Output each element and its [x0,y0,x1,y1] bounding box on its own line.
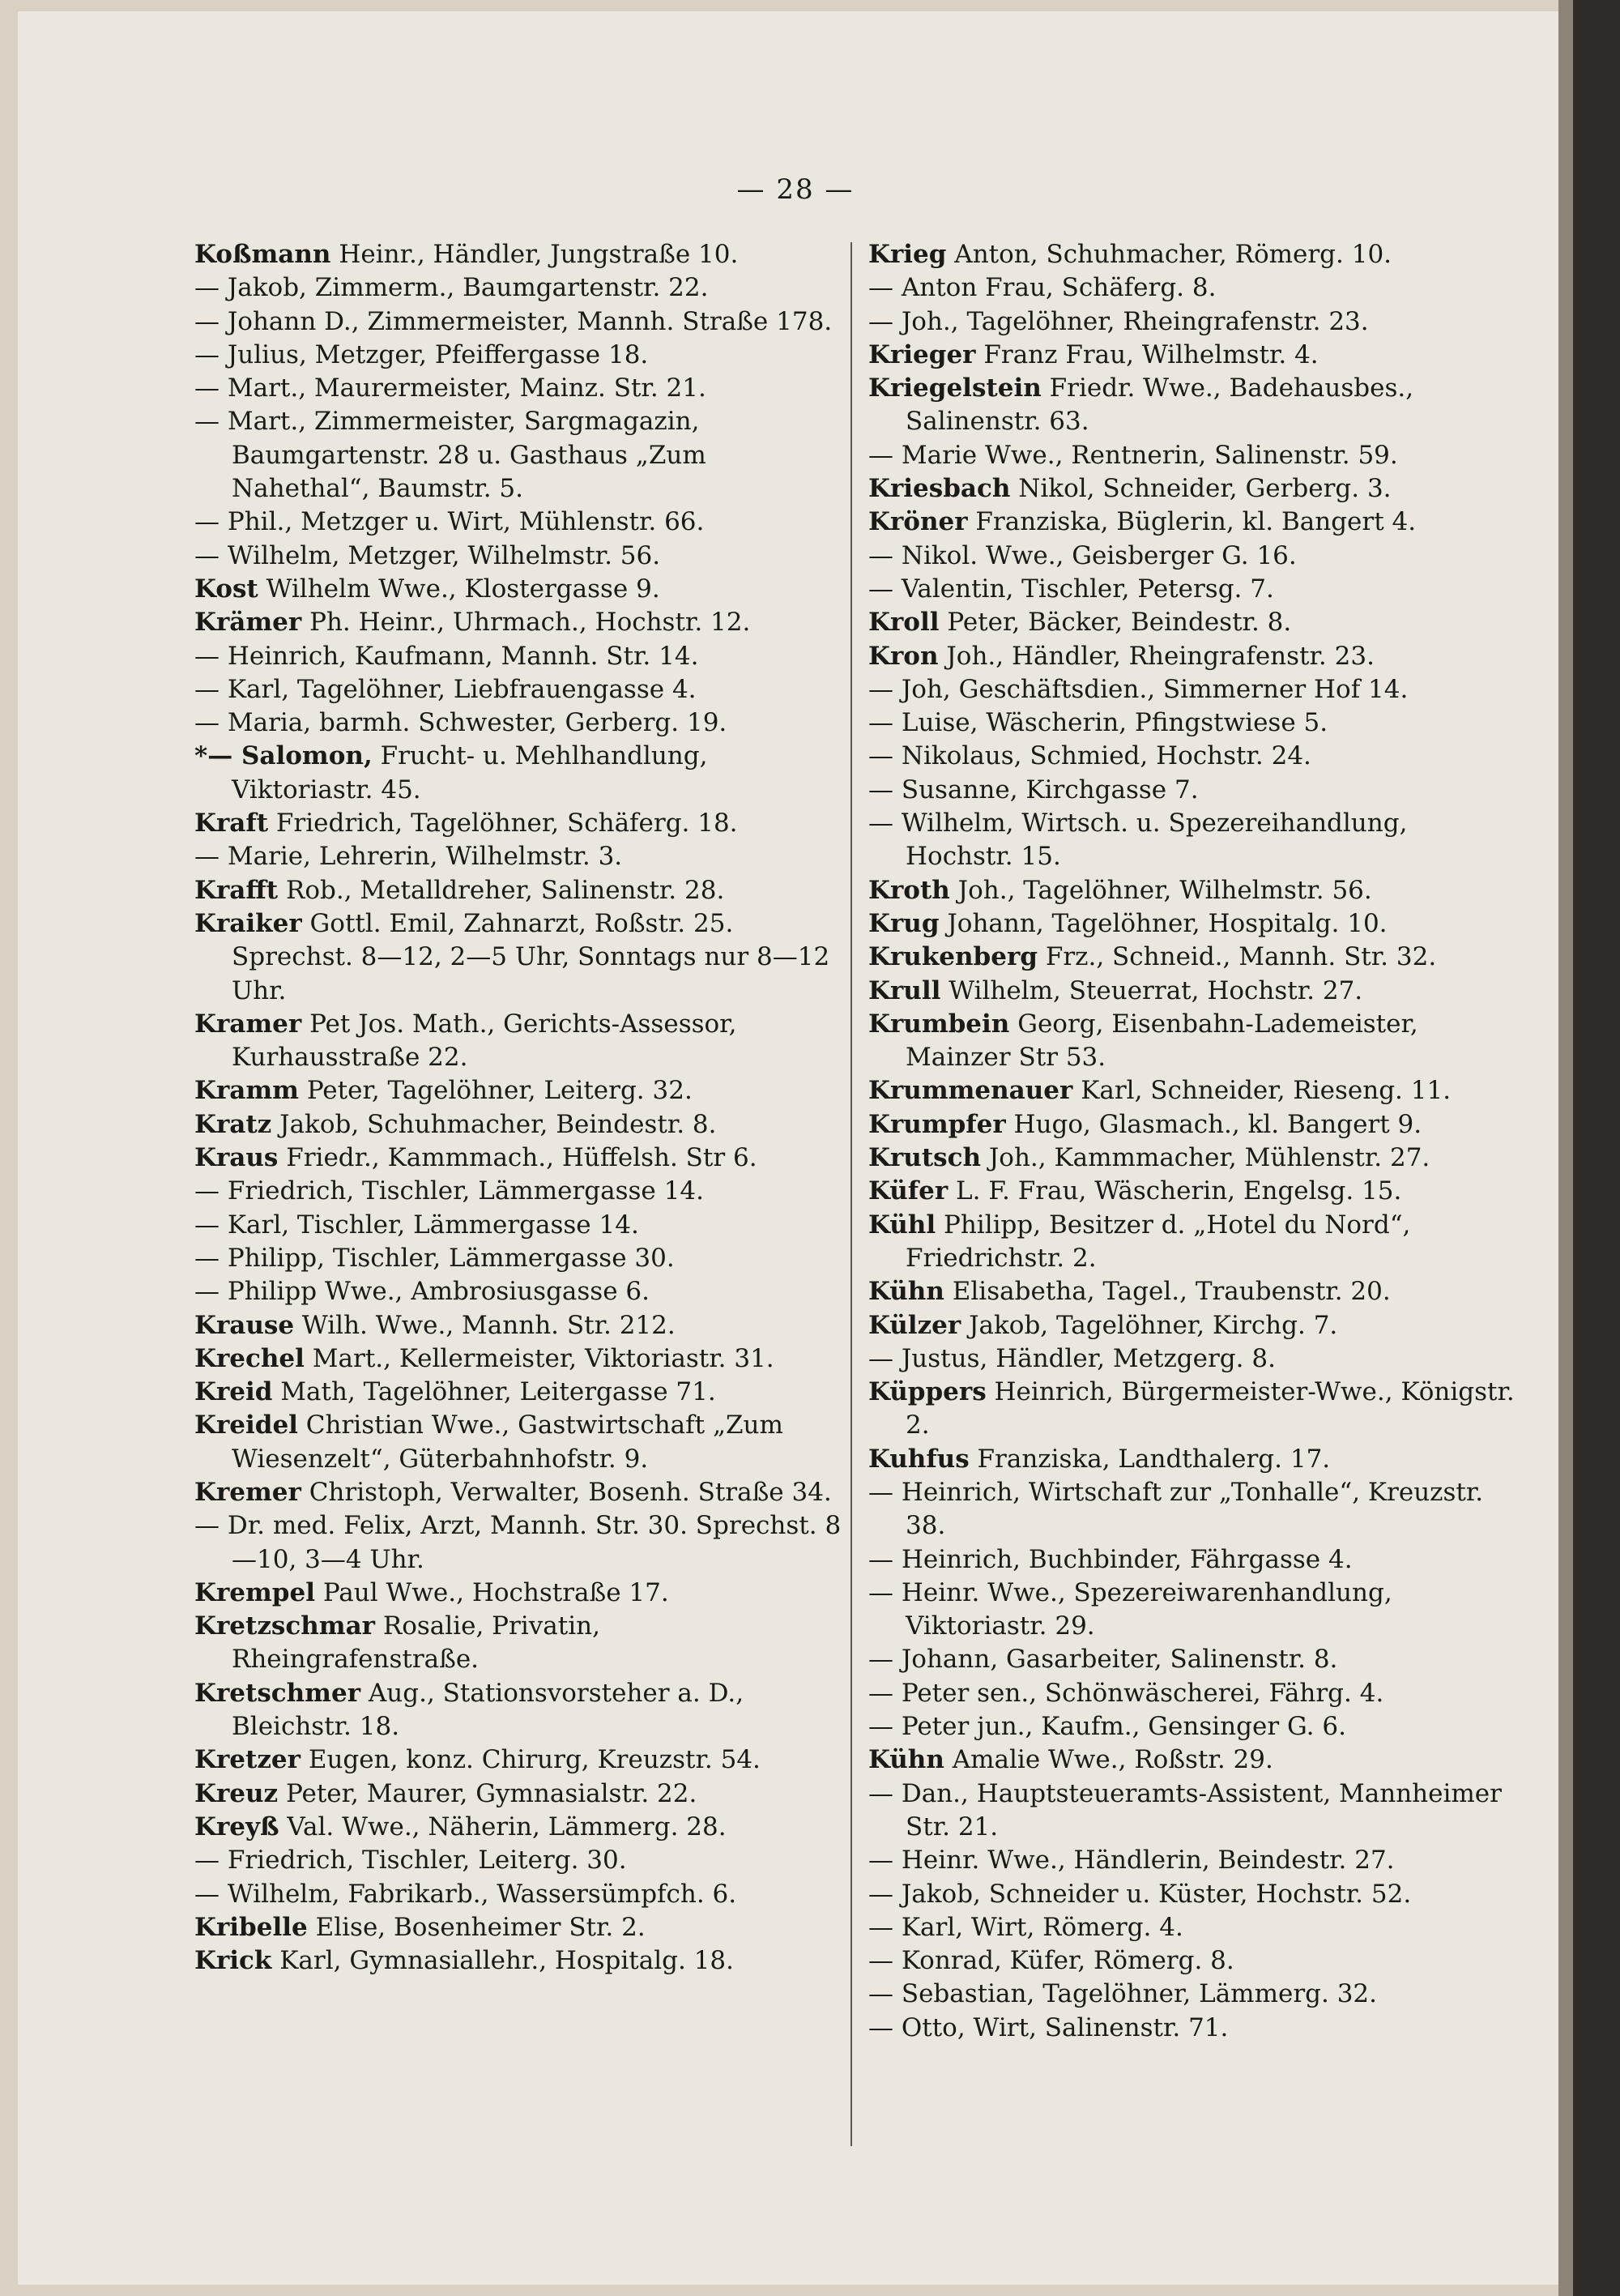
entry-details: Hugo, Glasmach., kl. Bangert 9. [1005,1109,1422,1139]
directory-entry [194,1309,842,1342]
directory-entry [194,238,842,271]
entry-details: — Marie Wwe., Rentnerin, Salinenstr. 59. [868,440,1398,470]
directory-entry [868,1209,1516,1276]
directory-entry [868,907,1516,941]
entry-details: — Wilhelm, Fabrikarb., Wassersümpfch. 6. [194,1879,737,1909]
directory-entry [194,405,842,506]
directory-entry [194,907,842,1008]
directory-entry [194,506,842,539]
entry-details: — Phil., Metzger u. Wirt, Mühlenstr. 66. [194,507,705,537]
entry-surname: Krutsch [868,1143,982,1173]
entry-details: Jakob, Tagelöhner, Kirchg. 7. [961,1310,1338,1340]
directory-entry [868,807,1516,874]
entry-details: Rosalie, Privatin, Rheingrafenstraße. [232,1611,600,1675]
entry-surname: Krull [868,975,941,1005]
entry-surname: Kretzer [194,1745,301,1775]
directory-entry [868,339,1516,372]
entry-details: Karl, Gymnasiallehr., Hospitalg. 18. [271,1946,734,1976]
directory-entry [868,1108,1516,1142]
entry-details: Christoph, Verwalter, Bosenh. Straße 34. [301,1477,832,1507]
entry-details: — Maria, barmh. Schwester, Gerberg. 19. [194,708,727,738]
entry-surname: Kost [194,574,258,604]
entry-surname: Krieger [868,339,976,369]
entry-surname: Kreyß [194,1812,279,1841]
entry-details: — Julius, Metzger, Pfeiffergasse 18. [194,339,649,369]
directory-entry [194,573,842,606]
entry-surname: Krause [194,1310,295,1340]
entry-details: — Joh, Geschäftsdien., Simmerner Hof 14. [868,674,1409,704]
directory-entry [194,1677,842,1744]
entry-surname: Kühn [868,1277,944,1307]
directory-entry [194,1074,842,1107]
directory-entry [194,1175,842,1208]
entry-details: — Nikolaus, Schmied, Hochstr. 24. [868,741,1311,771]
entry-surname: Kühn [868,1745,944,1775]
entry-surname: Kreidel [194,1410,298,1440]
directory-entry [194,1242,842,1275]
entry-surname: Küfer [868,1176,949,1206]
directory-entry [868,506,1516,539]
directory-entry [868,1911,1516,1944]
directory-entry [868,540,1516,573]
directory-entry [194,1911,842,1944]
entry-details: — Dan., Hauptsteueramts-Assistent, Mannheimer Str. 21. [868,1778,1502,1841]
directory-entry [868,1142,1516,1175]
directory-entry [868,1577,1516,1644]
directory-entry [194,1142,842,1175]
directory-entry [194,540,842,573]
entry-details: Eugen, konz. Chirurg, Kreuzstr. 54. [300,1745,761,1775]
entry-surname: *— Salomon, [194,741,373,771]
directory-entry [868,1443,1516,1476]
directory-entry [194,740,842,807]
entry-details: — Johann, Gasarbeiter, Salinenstr. 8. [868,1645,1338,1675]
directory-entry [868,941,1516,974]
entry-details: Elisabetha, Tagel., Traubenstr. 20. [944,1277,1391,1307]
directory-entry [194,706,842,740]
entry-surname: Kreid [194,1377,273,1407]
entry-details: — Karl, Wirt, Römerg. 4. [868,1912,1183,1942]
entry-details: — Wilhelm, Wirtsch. u. Spezereihandlung, Hochstr. 15. [868,809,1408,872]
directory-entry [868,1677,1516,1710]
directory-entry [194,1342,842,1376]
directory-entry [868,706,1516,740]
entry-surname: Kron [868,641,939,671]
entry-details: — Johann D., Zimmermeister, Mannh. Straße 178. [194,306,833,336]
directory-entry [868,472,1516,506]
entry-surname: Krafft [194,875,279,905]
entry-details: Johann, Tagelöhner, Hospitalg. 10. [939,908,1388,938]
directory-entry [868,1342,1516,1376]
entry-details: — Mart., Zimmermeister, Sargmagazin, Baumgartenstr. 28 u. Gasthaus „Zum Nahethal“, Baumstr. 5. [194,407,706,504]
directory-entry [868,1008,1516,1075]
entry-details: Heinrich, Bürgermeister-Wwe., Königstr. 2. [906,1377,1515,1440]
entry-details: Georg, Eisenbahn-Lademeister, Mainzer Str 53. [906,1009,1418,1073]
entry-details: — Friedrich, Tischler, Lämmergasse 14. [194,1176,704,1206]
entry-details: L. F. Frau, Wäscherin, Engelsg. 15. [948,1176,1402,1206]
entry-details: — Jakob, Schneider u. Küster, Hochstr. 52. [868,1879,1412,1909]
entry-details: Frz., Schneid., Mannh. Str. 32. [1037,942,1437,972]
entry-details: Friedrich, Tagelöhner, Schäferg. 18. [268,809,738,839]
entry-details: Joh., Kammmacher, Mühlenstr. 27. [981,1143,1430,1173]
page-number: — 28 — [736,173,855,206]
entry-details: — Heinrich, Kaufmann, Mannh. Str. 14. [194,641,699,671]
entry-surname: Krick [194,1946,272,1976]
entry-details: Pet Jos. Math., Gerichts-Assessor, Kurhausstraße 22. [232,1009,737,1073]
entry-details: Karl, Schneider, Rieseng. 11. [1072,1076,1452,1106]
right-column [868,238,1516,2045]
directory-entry [194,807,842,840]
directory-entry [868,439,1516,472]
entry-details: Christian Wwe., Gastwirtschaft „Zum Wiesenzelt“, Güterbahnhofstr. 9. [232,1410,783,1474]
entry-details: Philipp, Besitzer d. „Hotel du Nord“, Friedrichstr. 2. [906,1210,1411,1273]
entry-surname: Koßmann [194,240,331,269]
entry-surname: Küppers [868,1377,987,1407]
entry-surname: Kramer [194,1009,302,1039]
entry-details: — Justus, Händler, Metzgerg. 8. [868,1343,1276,1373]
directory-entry [194,1409,842,1476]
entry-details: Nikol, Schneider, Gerberg. 3. [1010,474,1392,504]
directory-entry [194,1610,842,1677]
entry-details: — Friedrich, Tischler, Leiterg. 30. [194,1846,627,1876]
entry-surname: Krämer [194,608,302,638]
entry-details: Math, Tagelöhner, Leitergasse 71. [272,1377,716,1407]
column-divider [850,242,852,2146]
entry-details: Gottl. Emil, Zahnarzt, Roßstr. 25. Sprechst. 8—12, 2—5 Uhr, Sonntags nur 8—12 Uhr. [232,908,830,1005]
entry-details: — Heinrich, Buchbinder, Fährgasse 4. [868,1544,1353,1574]
entry-surname: Kremer [194,1477,301,1507]
entry-surname: Krukenberg [868,942,1038,972]
directory-entry [194,1811,842,1844]
directory-entry [194,606,842,639]
book-binding [1573,0,1620,2296]
directory-entry [194,1743,842,1777]
directory-entry [194,339,842,372]
entry-details: — Karl, Tischler, Lämmergasse 14. [194,1210,639,1240]
directory-entry [194,673,842,706]
entry-details: Amalie Wwe., Roßstr. 29. [944,1745,1273,1775]
entry-surname: Krug [868,908,940,938]
entry-surname: Kriegelstein [868,373,1042,403]
entry-details: — Konrad, Küfer, Römerg. 8. [868,1946,1234,1976]
entry-details: Joh., Händler, Rheingrafenstr. 23. [938,641,1375,671]
directory-entry [868,1710,1516,1743]
entry-surname: Krumpfer [868,1109,1006,1139]
entry-surname: Krummenauer [868,1076,1073,1106]
directory-entry [868,640,1516,673]
entry-surname: Kraft [194,809,269,839]
entry-details: — Wilhelm, Metzger, Wilhelmstr. 56. [194,540,661,570]
entry-details: — Nikol. Wwe., Geisberger G. 16. [868,540,1297,570]
entry-surname: Kuhfus [868,1444,970,1474]
entry-details: Rob., Metalldreher, Salinenstr. 28. [278,875,725,905]
directory-entry [194,1777,842,1811]
entry-surname: Kreuz [194,1778,279,1808]
entry-details: — Philipp Wwe., Ambrosiusgasse 6. [194,1277,650,1307]
directory-entry [868,1543,1516,1577]
directory-entry [868,975,1516,1008]
directory-entry [868,271,1516,305]
entry-surname: Kühl [868,1210,936,1240]
entry-details: — Mart., Maurermeister, Mainz. Str. 21. [194,373,706,403]
directory-entry [868,1844,1516,1877]
entry-surname: Kratz [194,1109,272,1139]
entry-details: — Philipp, Tischler, Lämmergasse 30. [194,1243,675,1273]
directory-entry [194,1509,842,1577]
entry-details: — Sebastian, Tagelöhner, Lämmerg. 32. [868,1979,1377,2009]
directory-entry [868,1074,1516,1107]
entry-details: — Otto, Wirt, Salinenstr. 71. [868,2012,1229,2042]
entry-details: Aug., Stationsvorsteher a. D., Bleichstr. 18. [232,1678,744,1742]
directory-entry [194,874,842,907]
entry-surname: Kriesbach [868,474,1011,504]
directory-entry [868,238,1516,271]
entry-surname: Krechel [194,1343,305,1373]
entry-surname: Kroll [868,608,940,638]
entry-details: Franziska, Landthalerg. 17. [969,1444,1331,1474]
entry-details: — Joh., Tagelöhner, Rheingrafenstr. 23. [868,306,1369,336]
directory-entry [194,1476,842,1509]
entry-details: Friedr. Wwe., Badehausbes., Salinenstr. 63. [906,373,1414,437]
entry-surname: Kraus [194,1143,279,1173]
entry-surname: Krempel [194,1577,315,1607]
entry-surname: Kröner [868,507,968,537]
entry-details: Franziska, Büglerin, kl. Bangert 4. [967,507,1417,537]
entry-details: — Valentin, Tischler, Petersg. 7. [868,574,1274,604]
entry-surname: Kraiker [194,908,302,938]
binding-edge [1558,0,1573,2296]
left-column [194,238,842,1978]
directory-entry [868,2012,1516,2045]
directory-entry [194,1008,842,1075]
entry-details: — Peter jun., Kaufm., Gensinger G. 6. [868,1712,1346,1742]
directory-entry [868,1944,1516,1978]
entry-details: Peter, Maurer, Gymnasialstr. 22. [278,1778,697,1808]
directory-entry [868,673,1516,706]
directory-entry [868,372,1516,439]
directory-entry [868,774,1516,807]
entry-details: — Jakob, Zimmerm., Baumgartenstr. 22. [194,273,709,303]
directory-entry [194,1844,842,1877]
entry-surname: Kretzschmar [194,1611,376,1641]
directory-entry [868,1376,1516,1443]
entry-surname: Kribelle [194,1912,308,1942]
directory-entry [868,1175,1516,1208]
entry-details: — Dr. med. Felix, Arzt, Mannh. Str. 30. Sprechst. 8—10, 3—4 Uhr. [194,1511,842,1574]
entry-details: — Luise, Wäscherin, Pfingstwiese 5. [868,708,1328,738]
directory-entry [194,271,842,305]
entry-details: Paul Wwe., Hochstraße 17. [314,1577,669,1607]
directory-entry [868,1275,1516,1308]
entry-details: Joh., Tagelöhner, Wilhelmstr. 56. [949,875,1372,905]
directory-entry [194,1275,842,1308]
directory-entry [868,606,1516,639]
directory-entry [868,1978,1516,2011]
entry-details: Friedr., Kammmach., Hüffelsh. Str 6. [278,1143,757,1173]
directory-entry [194,305,842,339]
directory-entry [194,1944,842,1978]
directory-entry [194,640,842,673]
entry-surname: Krumbein [868,1009,1010,1039]
directory-page [18,11,1573,2285]
directory-entry [194,1577,842,1610]
entry-details: Frucht- u. Mehlhandlung, Viktoriastr. 45. [232,741,708,804]
directory-entry [868,1743,1516,1777]
entry-details: — Anton Frau, Schäferg. 8. [868,273,1217,303]
directory-entry [194,1209,842,1242]
directory-entry [868,740,1516,773]
directory-entry [194,840,842,873]
entry-surname: Kramm [194,1076,299,1106]
directory-entry [868,1309,1516,1342]
entry-surname: Kretschmer [194,1678,361,1708]
directory-entry [868,874,1516,907]
entry-details: Mart., Kellermeister, Viktoriastr. 31. [304,1343,774,1373]
entry-details: — Peter sen., Schönwäscherei, Fährg. 4. [868,1678,1384,1708]
entry-details: Elise, Bosenheimer Str. 2. [307,1912,646,1942]
entry-details: Heinr., Händler, Jungstraße 10. [330,240,739,269]
directory-entry [868,573,1516,606]
entry-details: Wilhelm Wwe., Klostergasse 9. [258,574,660,604]
directory-entry [194,1376,842,1409]
directory-entry [868,305,1516,339]
directory-entry [194,372,842,405]
entry-details: Peter, Tagelöhner, Leiterg. 32. [298,1076,693,1106]
entry-details: — Karl, Tagelöhner, Liebfrauengasse 4. [194,674,697,704]
directory-entry [868,1777,1516,1845]
directory-entry [194,1878,842,1911]
entry-details: Franz Frau, Wilhelmstr. 4. [975,339,1319,369]
entry-details: Val. Wwe., Näherin, Lämmerg. 28. [279,1812,727,1841]
directory-entry [868,1476,1516,1543]
entry-details: Ph. Heinr., Uhrmach., Hochstr. 12. [301,608,751,638]
entry-details: — Marie, Lehrerin, Wilhelmstr. 3. [194,842,623,872]
entry-surname: Külzer [868,1310,961,1340]
directory-entry [194,1108,842,1142]
entry-details: Wilh. Wwe., Mannh. Str. 212. [294,1310,676,1340]
entry-details: — Heinr. Wwe., Händlerin, Beindestr. 27. [868,1846,1395,1876]
directory-entry [868,1643,1516,1676]
entry-details: — Heinrich, Wirtschaft zur „Tonhalle“, Kreuzstr. 38. [868,1477,1484,1541]
entry-surname: Krieg [868,240,947,269]
entry-details: — Susanne, Kirchgasse 7. [868,775,1199,804]
entry-details: — Heinr. Wwe., Spezereiwarenhandlung, Viktoriastr. 29. [868,1577,1392,1641]
entry-details: Jakob, Schuhmacher, Beindestr. 8. [271,1109,717,1139]
entry-details: Anton, Schuhmacher, Römerg. 10. [946,240,1392,269]
directory-entry [868,1878,1516,1911]
entry-surname: Kroth [868,875,950,905]
entry-details: Wilhelm, Steuerrat, Hochstr. 27. [940,975,1363,1005]
entry-details: Peter, Bäcker, Beindestr. 8. [939,608,1292,638]
